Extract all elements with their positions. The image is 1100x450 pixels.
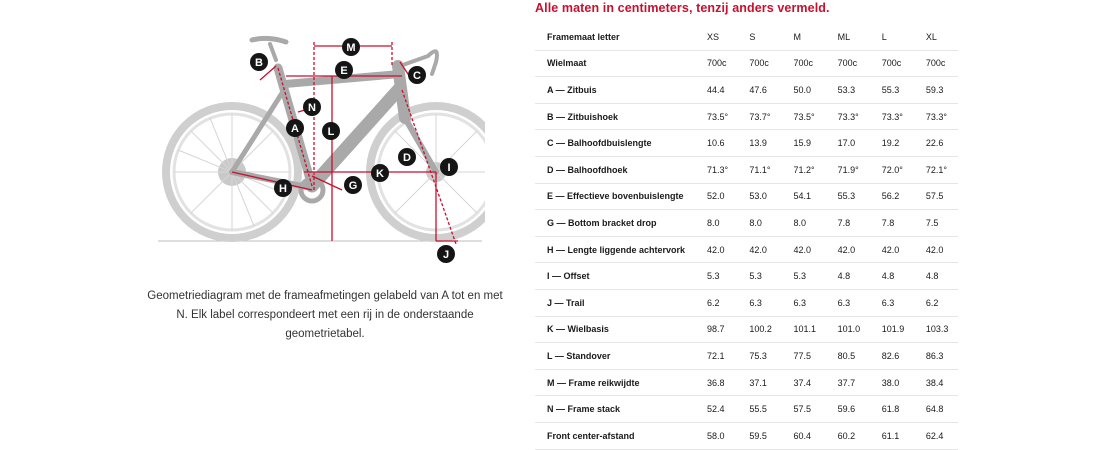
row-label: A — Zitbuis [535, 77, 695, 104]
table-cell: 52.0 [695, 183, 737, 210]
row-label: G — Bottom bracket drop [535, 210, 695, 237]
table-cell: 42.0 [914, 236, 958, 263]
table-cell: 101.0 [826, 316, 870, 343]
table-cell: 5.3 [737, 263, 781, 290]
table-cell: 61.1 [870, 422, 914, 449]
label-E [335, 61, 353, 79]
table-cell: 4.8 [826, 263, 870, 290]
table-cell: 64.8 [914, 396, 958, 423]
label-I [440, 158, 458, 176]
table-row [535, 396, 958, 423]
table-cell: 60.2 [826, 422, 870, 449]
table-cell: 42.0 [870, 236, 914, 263]
table-cell: 53.3 [826, 77, 870, 104]
table-cell: 62.4 [914, 422, 958, 449]
table-row [535, 263, 958, 290]
table-cell: 77.5 [781, 343, 825, 370]
table-cell: 8.0 [781, 210, 825, 237]
table-cell: 56.2 [870, 183, 914, 210]
table-cell: 37.4 [781, 369, 825, 396]
table-cell: 55.3 [870, 77, 914, 104]
label-A [286, 119, 304, 137]
table-row [535, 422, 958, 449]
table-cell: 42.0 [781, 236, 825, 263]
table-cell: 4.8 [870, 263, 914, 290]
table-cell: 7.5 [914, 210, 958, 237]
label-B [250, 53, 268, 71]
svg-text:I: I [447, 162, 451, 174]
table-cell: 6.3 [826, 289, 870, 316]
table-cell: 71.2° [781, 156, 825, 183]
table-cell: 98.7 [695, 316, 737, 343]
table-cell: 15.9 [781, 130, 825, 157]
table-cell: 59.6 [826, 396, 870, 423]
table-cell: 36.8 [695, 369, 737, 396]
row-label: B — Zitbuishoek [535, 103, 695, 130]
table-cell: 71.3° [695, 156, 737, 183]
table-cell: 72.0° [870, 156, 914, 183]
table-cell: 17.0 [826, 130, 870, 157]
table-cell: 38.4 [914, 369, 958, 396]
table-cell: 73.3° [826, 103, 870, 130]
table-cell: 59.3 [914, 77, 958, 104]
label-N [303, 98, 321, 116]
table-cell: 57.5 [914, 183, 958, 210]
column-header-l: L [870, 24, 914, 50]
label-G [344, 176, 362, 194]
table-cell: 42.0 [826, 236, 870, 263]
table-cell: 72.1° [914, 156, 958, 183]
table-row [535, 77, 958, 104]
table-row [535, 210, 958, 237]
table-row [535, 183, 958, 210]
table-cell: 73.3° [914, 103, 958, 130]
table-cell: 52.4 [695, 396, 737, 423]
svg-text:N: N [308, 102, 316, 114]
table-cell: 5.3 [695, 263, 737, 290]
label-H [274, 179, 292, 197]
row-label: Front center-afstand [535, 422, 695, 449]
table-cell: 8.0 [737, 210, 781, 237]
label-C [408, 66, 426, 84]
table-cell: 57.5 [781, 396, 825, 423]
row-label: J — Trail [535, 289, 695, 316]
svg-text:L: L [327, 126, 335, 138]
row-label: D — Balhoofdhoek [535, 156, 695, 183]
table-cell: 38.0 [870, 369, 914, 396]
table-cell: 75.3 [737, 343, 781, 370]
svg-text:G: G [348, 180, 358, 192]
svg-text:M: M [346, 42, 356, 54]
table-cell: 5.3 [781, 263, 825, 290]
table-cell: 700c [914, 50, 958, 77]
svg-text:D: D [403, 152, 411, 164]
table-cell: 72.1 [695, 343, 737, 370]
table-cell: 58.0 [695, 422, 737, 449]
table-row [535, 316, 958, 343]
row-label: K — Wielbasis [535, 316, 695, 343]
table-row [535, 103, 958, 130]
table-cell: 103.3 [914, 316, 958, 343]
table-cell: 73.7° [737, 103, 781, 130]
table-cell: 73.5° [781, 103, 825, 130]
column-header-ml: ML [826, 24, 870, 50]
table-cell: 44.4 [695, 77, 737, 104]
table-row [535, 50, 958, 77]
svg-text:E: E [340, 65, 348, 77]
svg-text:J: J [442, 249, 450, 261]
table-cell: 86.3 [914, 343, 958, 370]
row-label: Wielmaat [535, 50, 695, 77]
table-cell: 10.6 [695, 130, 737, 157]
table-cell: 71.9° [826, 156, 870, 183]
column-header-xs: XS [695, 24, 737, 50]
table-cell: 7.8 [826, 210, 870, 237]
svg-text:K: K [376, 168, 384, 180]
svg-text:C: C [413, 70, 421, 82]
table-cell: 19.2 [870, 130, 914, 157]
table-cell: 80.5 [826, 343, 870, 370]
column-header-s: S [737, 24, 781, 50]
units-notice: Alle maten in centimeters, tenzij anders vermeld. [535, 1, 830, 15]
table-cell: 6.2 [914, 289, 958, 316]
table-cell: 8.0 [695, 210, 737, 237]
column-header-xl: XL [914, 24, 958, 50]
row-label: H — Lengte liggende achtervork [535, 236, 695, 263]
table-cell: 6.3 [781, 289, 825, 316]
table-row [535, 236, 958, 263]
table-cell: 700c [826, 50, 870, 77]
svg-text:H: H [279, 183, 287, 195]
table-row [535, 130, 958, 157]
table-cell: 42.0 [737, 236, 781, 263]
table-cell: 53.0 [737, 183, 781, 210]
table-cell: 55.3 [826, 183, 870, 210]
label-L [322, 122, 340, 140]
table-cell: 101.1 [781, 316, 825, 343]
table-cell: 7.8 [870, 210, 914, 237]
table-row [535, 369, 958, 396]
row-label: I — Offset [535, 263, 695, 290]
table-cell: 37.1 [737, 369, 781, 396]
row-label: C — Balhoofdbuislengte [535, 130, 695, 157]
table-cell: 59.5 [737, 422, 781, 449]
label-D [398, 148, 416, 166]
table-row [535, 343, 958, 370]
table-cell: 13.9 [737, 130, 781, 157]
column-header-size: Framemaat letter [535, 24, 695, 50]
table-cell: 6.3 [870, 289, 914, 316]
table-cell: 37.7 [826, 369, 870, 396]
table-cell: 6.2 [695, 289, 737, 316]
table-cell: 6.3 [737, 289, 781, 316]
table-cell: 82.6 [870, 343, 914, 370]
column-header-m: M [781, 24, 825, 50]
table-row [535, 289, 958, 316]
table-cell: 22.6 [914, 130, 958, 157]
table-cell: 700c [695, 50, 737, 77]
table-cell: 4.8 [914, 263, 958, 290]
geometry-table [535, 24, 958, 450]
geometry-diagram [150, 30, 485, 270]
row-label: L — Standover [535, 343, 695, 370]
table-header-row [535, 24, 958, 50]
table-body [535, 50, 958, 449]
table-cell: 54.1 [781, 183, 825, 210]
row-label: N — Frame stack [535, 396, 695, 423]
label-J [437, 245, 455, 263]
table-cell: 71.1° [737, 156, 781, 183]
table-cell: 50.0 [781, 77, 825, 104]
table-cell: 60.4 [781, 422, 825, 449]
row-label: M — Frame reikwijdte [535, 369, 695, 396]
svg-text:B: B [255, 57, 263, 69]
table-cell: 55.5 [737, 396, 781, 423]
label-M [342, 38, 360, 56]
row-label: E — Effectieve bovenbuislengte [535, 183, 695, 210]
table-cell: 73.5° [695, 103, 737, 130]
diagram-caption: Geometriediagram met de frameafmetingen gelabeld van A tot en met N. Elk label correspondeert met een rij in de onderstaande geometrietabel. [147, 290, 503, 340]
table-cell: 73.3° [870, 103, 914, 130]
table-cell: 42.0 [695, 236, 737, 263]
table-cell: 700c [781, 50, 825, 77]
svg-text:A: A [291, 123, 299, 135]
table-cell: 47.6 [737, 77, 781, 104]
table-cell: 700c [870, 50, 914, 77]
table-cell: 61.8 [870, 396, 914, 423]
table-cell: 101.9 [870, 316, 914, 343]
label-K [371, 164, 389, 182]
table-row [535, 156, 958, 183]
table-cell: 700c [737, 50, 781, 77]
table-cell: 100.2 [737, 316, 781, 343]
